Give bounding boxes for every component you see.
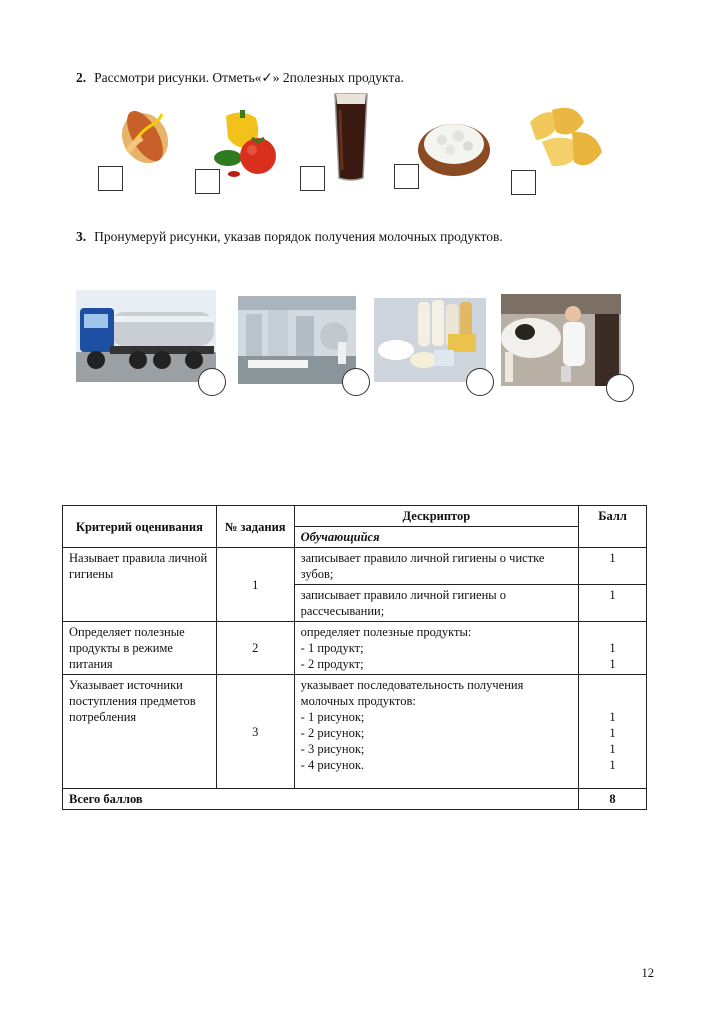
checkbox-hotdog[interactable] (98, 166, 123, 191)
score-value: 1 (609, 641, 616, 655)
header-criterion: Критерий оценивания (63, 506, 217, 548)
task-3-heading (76, 229, 503, 245)
score-cell (579, 675, 647, 789)
chips-image (522, 102, 606, 180)
table-row (63, 622, 647, 675)
checkbox-cottage-cheese[interactable] (394, 164, 419, 189)
total-row (63, 789, 647, 810)
number-circle-factory[interactable] (342, 368, 370, 396)
task-2-number: 2. (76, 70, 87, 85)
descriptor-cell: записывает правило личной гигиены о чистке зубов; (294, 548, 578, 585)
task-3-text: Пронумеруй рисунки, указав порядок получения молочных продуктов. (94, 229, 503, 244)
page-number: 12 (641, 966, 654, 980)
descriptor-item: - 1 рисунок; (300, 710, 365, 724)
score-value: 1 (609, 657, 616, 671)
header-descriptor: Дескриптор (294, 506, 578, 527)
task-2-text: Рассмотри рисунки. Отметь«✓» 2полезных продукта. (94, 70, 404, 85)
vegetables-image (212, 108, 284, 184)
header-score: Балл (579, 506, 647, 548)
task-no-cell: 2 (216, 622, 294, 675)
total-label: Всего баллов (63, 789, 579, 810)
score-value: 1 (609, 710, 616, 724)
task-no-cell: 1 (216, 548, 294, 622)
descriptor-cell (294, 622, 578, 675)
criterion-cell: Называет правила личной гигиены (63, 548, 217, 622)
table-row (63, 675, 647, 789)
hotdog-image (112, 100, 178, 168)
score-value: 1 (609, 742, 616, 756)
number-circle-truck[interactable] (198, 368, 226, 396)
descriptor-item: - 2 рисунок; (300, 726, 365, 740)
milking-cow-image (501, 294, 621, 386)
table-row (63, 548, 647, 585)
descriptor-cell (294, 675, 578, 789)
task-2-heading (76, 70, 404, 86)
descriptor-item: - 3 рисунок; (300, 742, 365, 756)
criterion-cell: Указывает источники поступления предметов потребления (63, 675, 217, 789)
number-circle-products[interactable] (466, 368, 494, 396)
checkbox-chips[interactable] (511, 170, 536, 195)
criterion-cell: Определяет полезные продукты в режиме питания (63, 622, 217, 675)
criteria-table (62, 505, 647, 810)
score-cell: 1 (579, 585, 647, 622)
cottage-cheese-image (416, 114, 492, 178)
milk-truck-image (76, 290, 216, 382)
dairy-products-image (374, 298, 486, 382)
checkbox-vegetables[interactable] (195, 169, 220, 194)
checkbox-cola[interactable] (300, 166, 325, 191)
total-score: 8 (579, 789, 647, 810)
task-3-number: 3. (76, 229, 87, 244)
score-cell: 1 (579, 548, 647, 585)
descriptor-title: определяет полезные продукты: (300, 625, 472, 639)
task-no-cell: 3 (216, 675, 294, 789)
descriptor-title: указывает последовательность получения молочных продуктов: (300, 678, 524, 708)
descriptor-item: - 1 продукт; (300, 641, 364, 655)
score-cell (579, 622, 647, 675)
number-circle-cow[interactable] (606, 374, 634, 402)
descriptor-cell: записывает правило личной гигиены о рассчесывании; (294, 585, 578, 622)
score-value: 1 (609, 726, 616, 740)
score-value: 1 (609, 758, 616, 772)
header-task-no: № задания (216, 506, 294, 548)
descriptor-item: - 2 продукт; (300, 657, 364, 671)
header-learner: Обучающийся (294, 527, 578, 548)
cola-image (332, 90, 370, 184)
descriptor-item: - 4 рисунок. (300, 758, 365, 772)
dairy-factory-image (238, 296, 356, 384)
